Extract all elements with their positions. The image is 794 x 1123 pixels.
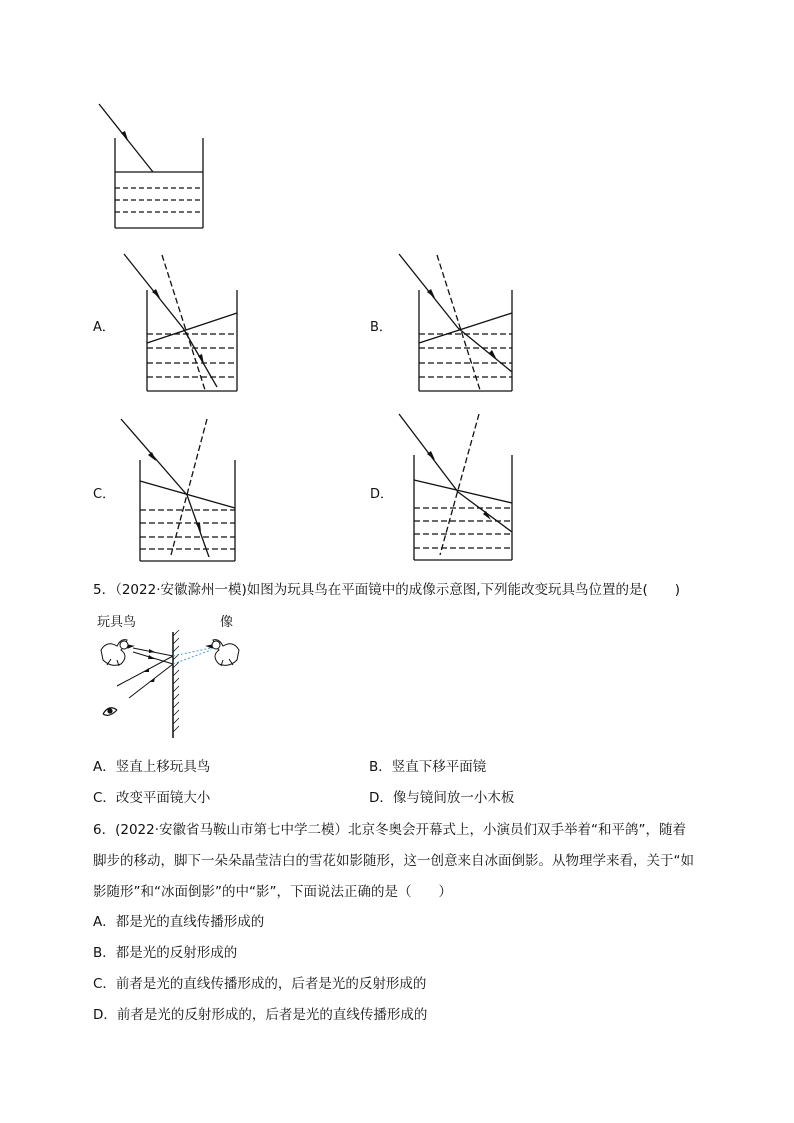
label-toy-bird: 玩具鸟	[97, 615, 137, 630]
q6-option-a[interactable]: A．都是光的直线传播形成的	[93, 914, 265, 930]
q5-option-a[interactable]: A．竖直上移玩具鸟	[93, 759, 211, 775]
q4-stem-figure	[95, 100, 215, 235]
q6-stem-line-1: 6．(2022·安徽省马鞍山市第七中学二模）北京冬奥会开幕式上，小演员们双手举着“和平鸽”，随着	[93, 822, 686, 838]
q5-figure	[93, 608, 273, 738]
q5-option-b[interactable]: B．竖直下移平面镜	[369, 759, 487, 775]
q4-option-c-label[interactable]: C．	[93, 487, 116, 502]
q5-option-d[interactable]: D．像与镜间放一小木板	[369, 790, 515, 806]
q4-option-d-label[interactable]: D．	[370, 487, 394, 502]
image-bird	[207, 640, 239, 666]
q6-stem-line-3: 影随形”和“冰面倒影”的中“影”，下面说法正确的是（ ）	[93, 884, 452, 900]
plane-mirror	[173, 630, 179, 738]
q5-option-c[interactable]: C．改变平面镜大小	[93, 790, 211, 806]
q6-option-c[interactable]: C．前者是光的直线传播形成的，后者是光的反射形成的	[93, 976, 427, 992]
q4-option-c-figure[interactable]	[115, 415, 245, 565]
eye-icon	[103, 708, 117, 716]
q4-option-b-figure[interactable]	[395, 250, 520, 395]
q6-option-d[interactable]: D．前者是光的反射形成的，后者是光的直线传播形成的	[93, 1007, 428, 1023]
q6-stem-line-2: 脚步的移动，脚下一朵朵晶莹洁白的雪花如影随形，这一创意来自冰面倒影。从物理学来看，关于“如	[93, 853, 694, 869]
dashed-normal	[162, 255, 205, 390]
q4-option-b-label[interactable]: B．	[370, 320, 392, 335]
q5-stem: 5．（2022·安徽滁州一模)如图为玩具鸟在平面镜中的成像示意图,下列能改变玩具鸟位置的是( )	[93, 582, 681, 598]
q6-option-b[interactable]: B．都是光的反射形成的	[93, 945, 238, 961]
q4-option-a-figure[interactable]	[120, 250, 245, 395]
q4-option-a-label[interactable]: A．	[93, 320, 115, 335]
toy-bird	[101, 640, 133, 666]
q4-option-d-figure[interactable]	[395, 410, 520, 565]
virtual-ray	[173, 648, 211, 656]
label-image: 像	[220, 615, 234, 630]
normal-surface	[147, 313, 237, 343]
